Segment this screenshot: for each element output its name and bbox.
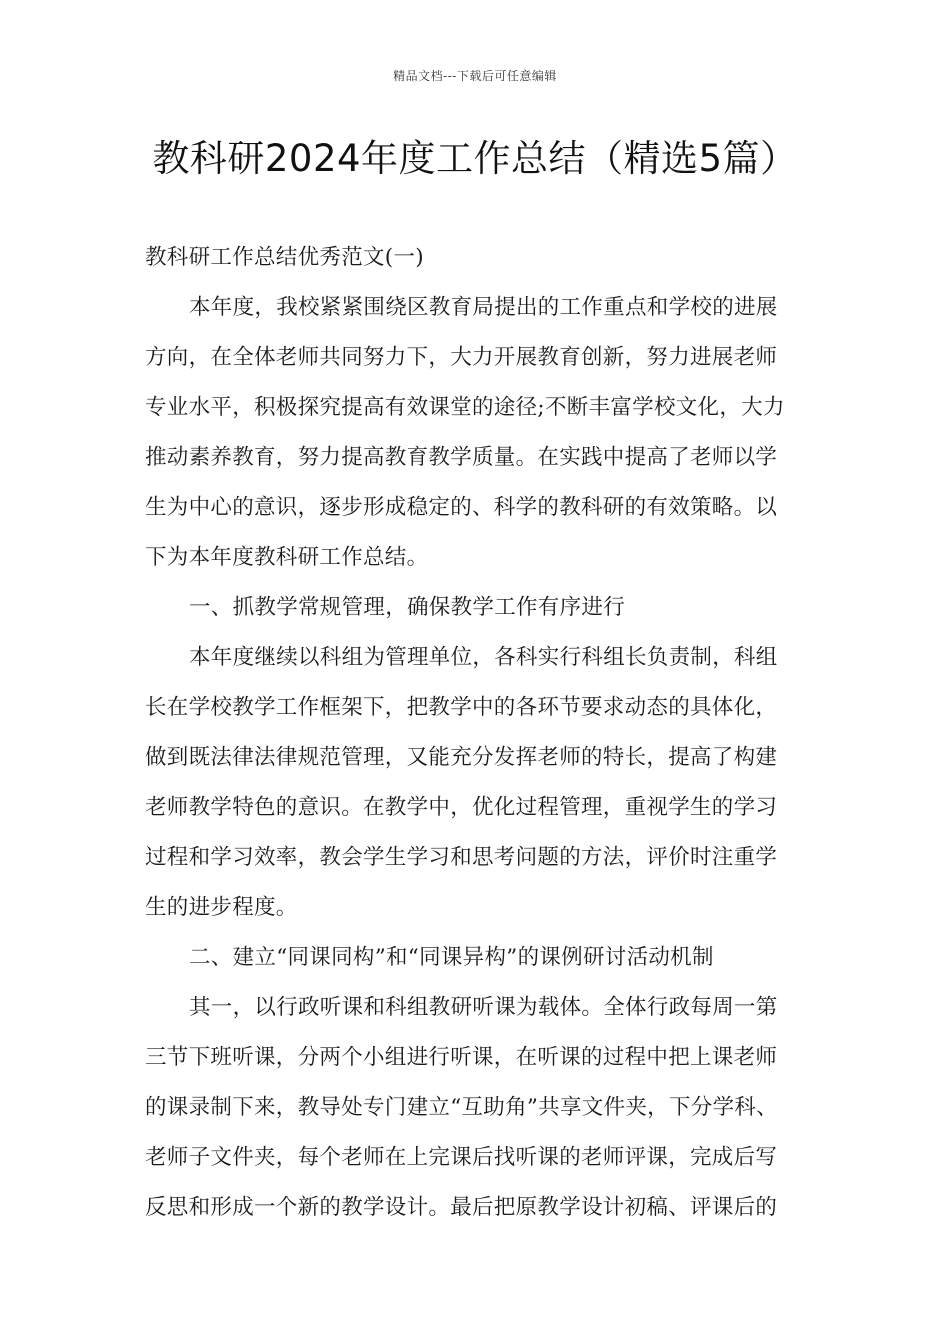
body-line: 长在学校教学工作框架下，把教学中的各环节要求动态的具体化， — [145, 695, 778, 720]
header-note: 精品文档---下载后可任意编辑 — [393, 69, 557, 83]
document-body — [145, 233, 805, 1233]
body-line: 一、抓教学常规管理，确保教学工作有序进行 — [189, 595, 626, 620]
body-line: 专业水平，积极探究提高有效课堂的途径;不断丰富学校文化，大力 — [145, 395, 785, 420]
body-line: 反思和形成一个新的教学设计。最后把原教学设计初稿、评课后的 — [145, 1195, 778, 1220]
body-line: 方向，在全体老师共同努力下，大力开展教育创新，努力进展老师 — [145, 345, 778, 370]
body-line: 老师子文件夹，每个老师在上完课后找听课的老师评课，完成后写 — [145, 1145, 778, 1170]
body-line: 生的进步程度。 — [145, 895, 298, 920]
body-line: 三节下班听课，分两个小组进行听课，在听课的过程中把上课老师 — [145, 1045, 778, 1070]
body-line: 本年度，我校紧紧围绕区教育局提出的工作重点和学校的进展 — [189, 295, 778, 320]
body-line: 的课录制下来，教导处专门建立“互助角”共享文件夹，下分学科、 — [145, 1095, 778, 1120]
body-line: 下为本年度教科研工作总结。 — [145, 545, 429, 570]
body-line: 老师教学特色的意识。在教学中，优化过程管理，重视学生的学习 — [145, 795, 778, 820]
document-title: 教科研2024年度工作总结（精选5篇） — [152, 137, 798, 180]
body-line: 生为中心的意识，逐步形成稳定的、科学的教科研的有效策略。以 — [145, 495, 778, 520]
body-line: 推动素养教育，努力提高教育教学质量。在实践中提高了老师以学 — [145, 445, 778, 470]
body-line: 过程和学习效率，教会学生学习和思考问题的方法，评价时注重学 — [145, 845, 778, 870]
body-line: 二、建立“同课同构”和“同课异构”的课例研讨活动机制 — [189, 945, 714, 970]
body-line: 做到既法律法律规范管理，又能充分发挥老师的特长，提高了构建 — [145, 745, 778, 770]
body-line: 本年度继续以科组为管理单位，各科实行科组长负责制，科组 — [189, 645, 778, 670]
body-line: 教科研工作总结优秀范文(一) — [145, 245, 424, 270]
body-line: 其一，以行政听课和科组教研听课为载体。全体行政每周一第 — [189, 995, 778, 1020]
